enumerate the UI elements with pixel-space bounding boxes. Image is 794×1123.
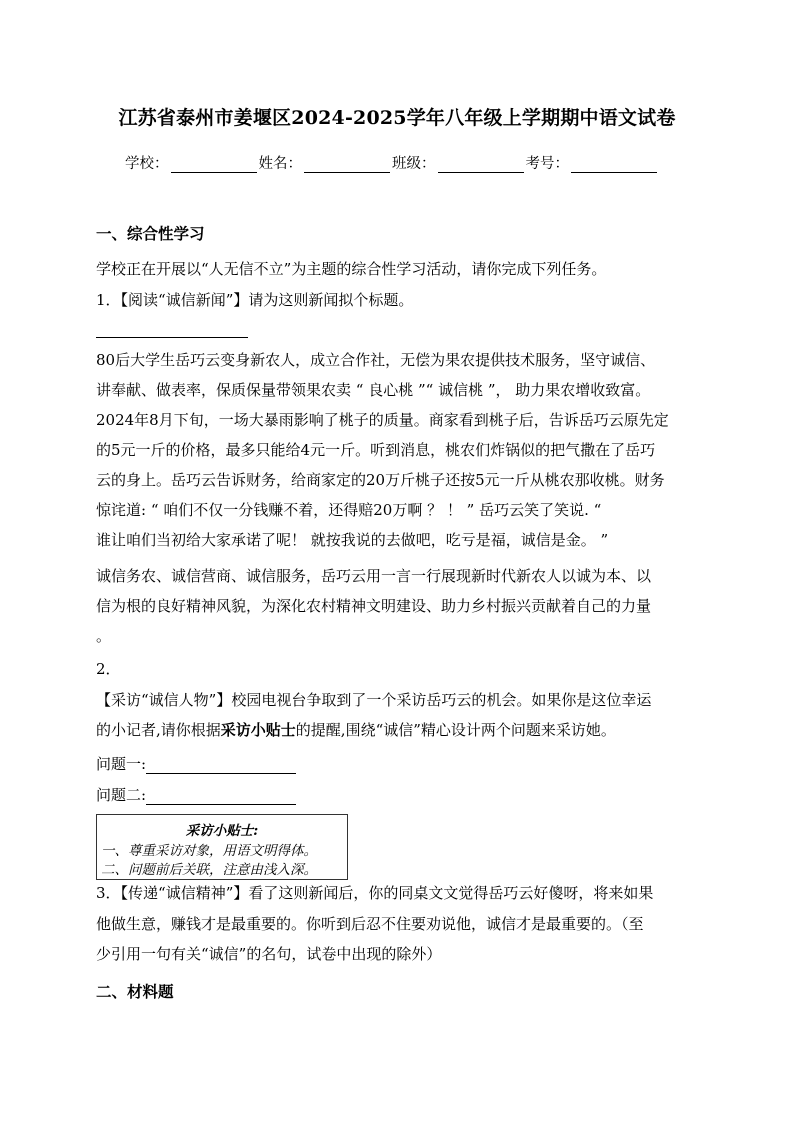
question-2-number: 2． xyxy=(96,660,121,678)
q2-text-a: 的小记者,请你根据 xyxy=(96,721,221,739)
news-line: 80后大学生岳巧云变身新农人，成立合作社，无偿为果农提供技术服务，坚守诚信、 xyxy=(96,351,656,369)
title-answer-line[interactable] xyxy=(96,337,248,338)
section-heading-2: 二、材料题 xyxy=(96,982,174,1001)
q2-text-b: 的提醒,围绕“诚信”精心设计两个问题来采访她。 xyxy=(295,721,616,739)
school-label: 学校： xyxy=(125,156,169,172)
number-blank[interactable] xyxy=(571,158,657,173)
student-info-row xyxy=(125,152,659,173)
question-1-label: 问题一: xyxy=(96,755,147,773)
news-line: 云的身上。岳巧云告诉财务，给商家定的20万斤桃子还按5元一斤从桃农那收桃。财务 xyxy=(96,471,665,489)
question-1: 1．【阅读“诚信新闻”】请为这则新闻拟个标题。 xyxy=(96,291,414,309)
news-line: 信为根的良好精神风貌，为深化农村精神文明建设、助力乡村振兴贡献着自己的力量 xyxy=(96,597,652,615)
class-blank[interactable] xyxy=(438,158,524,173)
page-title: 江苏省泰州市姜堰区2024-2025学年八年级上学期期中语文试卷 xyxy=(118,107,676,129)
name-blank[interactable] xyxy=(304,158,390,173)
class-label: 班级： xyxy=(392,156,436,172)
school-blank[interactable] xyxy=(171,158,257,173)
news-line: 2024年8月下旬，一场大暴雨影响了桃子的质量。商家看到桃子后，告诉岳巧云原先定 xyxy=(96,411,669,429)
name-label: 姓名： xyxy=(258,156,302,172)
tips-row: 二、问题前后关联，注意由浅入深。 xyxy=(101,862,317,878)
section-intro: 学校正在开展以“人无信不立”为主题的综合性学习活动，请你完成下列任务。 xyxy=(96,260,607,278)
news-line: 谁让咱们当初给大家承诺了呢！ 就按我说的去做吧，吃亏是福，诚信是金。 ” xyxy=(96,531,609,549)
news-line: 。 xyxy=(96,627,112,645)
question-1-answer-line[interactable] xyxy=(146,758,296,774)
news-line: 讲奉献、做表率，保质保量带领果农卖 “ 良心桃 ”“ 诚信桃 ”， 助力果农增收致富。 xyxy=(96,381,651,399)
q2-tips-keyword: 采访小贴士 xyxy=(220,721,296,739)
interview-question-2 xyxy=(96,785,296,805)
question-3-line: 少引用一句有关“诚信”的名句，试卷中出现的除外） xyxy=(96,945,442,963)
tips-title: 采访小贴士: xyxy=(185,823,259,839)
interview-question-1 xyxy=(96,754,296,774)
question-3-line: 他做生意，赚钱才是最重要的。你听到后忍不住要劝说他，诚信才是最重要的。（至 xyxy=(96,915,644,933)
section-heading-1: 一、综合性学习 xyxy=(96,224,205,243)
news-line: 诚信务农、诚信营商、诚信服务，岳巧云用一言一行展现新时代新农人以诚为本、以 xyxy=(96,567,652,585)
tips-row: 一、尊重采访对象，用语文明得体。 xyxy=(101,843,317,859)
question-3-line: 3．【传递“诚信精神”】看了这则新闻后，你的同桌文文觉得岳巧云好傻呀，将来如果 xyxy=(96,884,654,902)
question-2-line: 【采访“诚信人物”】校园电视台争取到了一个采访岳巧云的机会。如果你是这位幸运 xyxy=(96,691,652,709)
news-line: 的5元一斤的价格，最多只能给4元一斤。听到消息，桃农们炸锅似的把气撒在了岳巧 xyxy=(96,441,656,459)
number-label: 考号： xyxy=(525,156,569,172)
question-2-answer-line[interactable] xyxy=(146,789,296,805)
news-line: 惊诧道: “ 咱们不仅一分钱赚不着，还得赔20万啊 ？ ！ ” 岳巧云笑了笑说. “ xyxy=(96,501,602,519)
question-2-line xyxy=(96,720,616,740)
interview-tips-box xyxy=(96,814,348,880)
question-2-label: 问题二: xyxy=(96,786,147,804)
